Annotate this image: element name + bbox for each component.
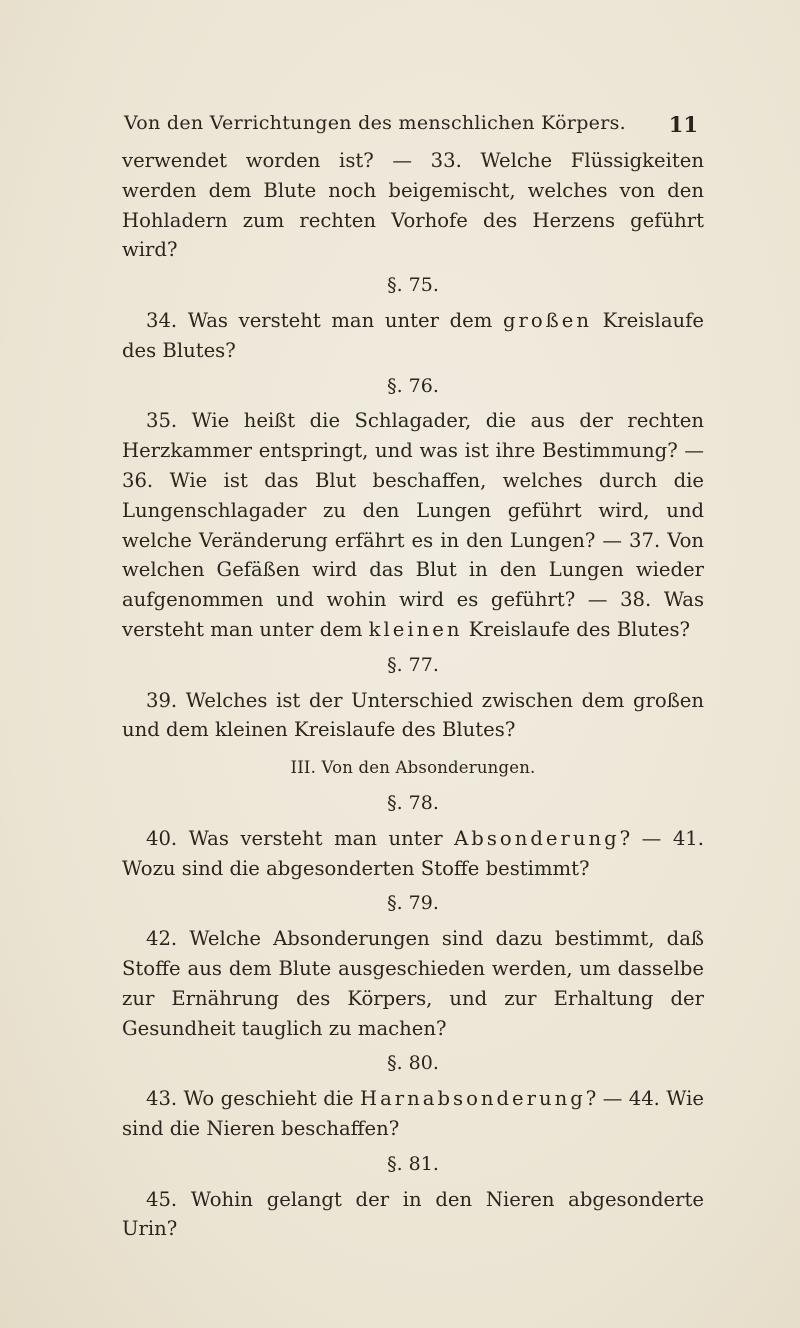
section-81: §. 81. (387, 1152, 439, 1175)
questions-35-38-text-b: Kreislaufe des Blutes? (462, 617, 691, 641)
questions-43-44-text-b: ? — 44. Wie sind die Nieren beschaffen? (122, 1087, 704, 1140)
section-75: §. 75. (387, 274, 439, 297)
questions-43-44 (122, 1084, 704, 1144)
questions-35-38 (122, 406, 704, 644)
question-34-emphasis: großen (502, 308, 592, 332)
questions-43-44-text-a: 43. Wo geschieht die (146, 1087, 361, 1111)
question-39: 39. Welches ist der Unterschied zwischen dem großen und dem kleinen Kreislaufe des Blutes? (122, 688, 704, 742)
question-34-text-a: 34. Was versteht man unter dem (146, 308, 503, 332)
page-header (124, 112, 700, 142)
question-34 (122, 306, 704, 366)
question-34-text-b: Kreislaufe des Blutes? (122, 308, 704, 362)
question-33: verwendet worden ist? — 33. Welche Flüssigkeiten werden dem Blute noch beigemischt, welches von den Hohladern zum rechten Vorhofe des Herzens geführt wird? (122, 149, 704, 262)
questions-40-41-text-a: 40. Was versteht man unter (146, 826, 455, 850)
page-body (122, 146, 704, 1244)
questions-40-41-text-b: ? — 41. Wozu sind die abgesonderten Stoffe bestimmt? (122, 826, 704, 880)
questions-35-38-emphasis: kleinen (368, 617, 463, 641)
question-45: 45. Wohin gelangt der in den Nieren abgesonderte Urin? (122, 1187, 704, 1241)
questions-40-41-emphasis: Absonderung (454, 826, 620, 850)
chapter-heading-absonderungen: III. Von den Absonderungen. (290, 758, 536, 778)
section-79: §. 79. (387, 892, 439, 915)
page-number: 11 (668, 112, 698, 137)
questions-43-44-emphasis: Harnabsonderung (360, 1087, 586, 1111)
questions-40-41 (122, 824, 704, 884)
section-76: §. 76. (387, 374, 439, 397)
section-80: §. 80. (387, 1052, 439, 1075)
section-78: §. 78. (387, 791, 439, 814)
question-42: 42. Welche Absonderungen sind dazu bestimmt, daß Stoffe aus dem Blute ausgeschieden werden, um dasselbe zur Ernährung des Körpers, und zur Erhaltung der Gesundheit tauglich zu machen? (122, 927, 704, 1040)
section-77: §. 77. (387, 653, 439, 676)
questions-35-38-text-a: 35. Wie heißt die Schlagader, die aus der rechten Herzkammer entspringt, und was ist ihre Bestimmung? — 36. Wie ist das Blut beschaffen, welches durch die Lungenschlagader zu den Lungen geführt wird, und welche Veränderung erfährt es in den Lungen? — 37. Von welchen Gefäßen wird das Blut in den Lungen wieder aufgenommen und wohin wird es geführt? — 38. Was versteht man unter dem (122, 409, 704, 641)
running-title: Von den Verrichtungen des menschlichen Körpers. (124, 112, 626, 134)
